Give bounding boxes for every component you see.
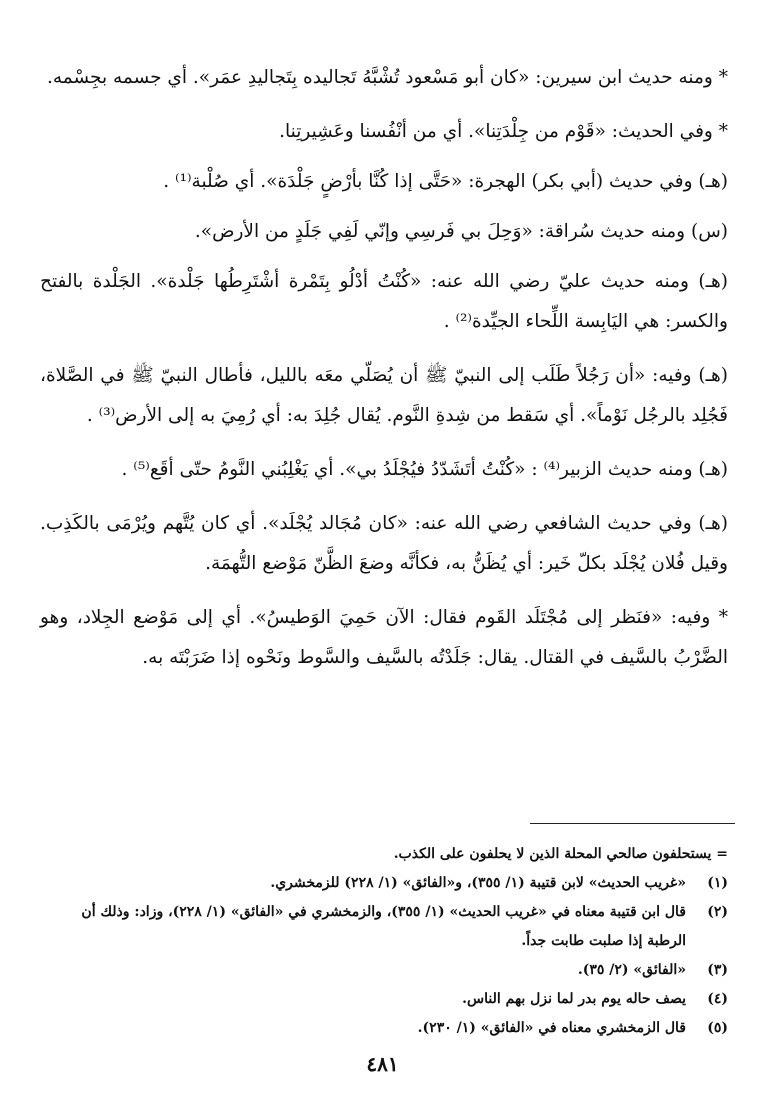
footnote (40, 956, 728, 985)
footnote-number: (٢) (707, 904, 728, 920)
paragraph-zubair: (هـ) ومنه حديث الزبير⁽⁴⁾ : «كُنْتُ أتَشَدّدُ فيُجْلَدُ بي». أي يَغْلِبُني النَّومُ حتّى أقَع⁽⁵⁾ . (121, 459, 728, 480)
paragraph-ibn-sirin: * ومنه حديث ابن سيرين: «كان أبو مَسْعود تُشْبَّهُ تَجاليده بِتَجاليدِ عمَر». أي جسمه بجِسْمه. (47, 67, 728, 88)
footnote-number: (١) (707, 875, 728, 891)
footnote-text: «الفائق» (٢/ ٣٥). (577, 962, 686, 978)
main-text (40, 58, 728, 692)
footnote-text: قال ابن قتيبة معناه في «غريب الحديث» (١/ ٣٥٥)، والزمخشري في «الفائق» (١/ ٢٢٨)، وزاد: وذلك أن الرطبة إذا صلبت طابت جداً. (81, 904, 686, 949)
footnote-number: (٥) (707, 1020, 728, 1036)
paragraph-prayer: (هـ) وفيه: «أن رَجُلاً طَلَب إلى النبيّ ﷺ أن يُصَلّي معَه بالليل، فأطال النبيّ ﷺ في الصَّلاة، فَجُلِد بالرجُل نَوْماً». أي سَقط من شِدةِ النَّوم. يُقال جُلِدَ به: أي رُمِيَ به إلى الأرض⁽³⁾ . (40, 365, 728, 426)
paragraph-mujtalad: * وفيه: «فنَظر إلى مُجْتَلَد القَوم فقال: الآن حَمِيَ الوَطيسُ». أي إلى مَوْضع الجِلاد، وهو الضَّرْبُ بالسَّيف في القتال. يقال: جَلَدْتُه بالسَّيف والسَّوط ونَحْوه إذا ضَرَبْتَه به. (40, 607, 728, 668)
footnote-text: قال الزمخشري معناه في «الفائق» (١/ ٢٣٠). (417, 1020, 686, 1036)
footnote-text: «غريب الحديث» لابن قتيبة (١/ ٣٥٥)، و«الفائق» (١/ ٢٢٨) للزمخشري. (270, 875, 686, 891)
footnote-number: (٣) (707, 962, 728, 978)
paragraph-qawm: * وفي الحديث: «قَوْم من جِلْدَتِنا». أي من أنْفُسنا وعَشِيرتِنا. (279, 121, 728, 142)
footnote-continuation: = يستحلفون صالحي المحلة الذين لا يحلفون على الكذب. (393, 846, 728, 862)
footnote (40, 1014, 728, 1043)
footnote-number: (٤) (707, 991, 728, 1007)
footnote (40, 985, 728, 1014)
paragraph-hijra: (هـ) وفي حديث (أبي بكر) الهجرة: «حَتَّى إذا كُنَّا بأرْضٍ جَلْدَة». أي صُلْبة⁽¹⁾ . (163, 171, 728, 192)
footnote-divider (530, 823, 735, 824)
footnote (40, 869, 728, 898)
paragraph-suraqa: (س) ومنه حديث سُراقة: «وَحِلَ بي فَرسِي وإنّي لَفِي جَلَدٍ من الأرض». (194, 221, 728, 242)
footnote-text: يصف حاله يوم بدر لما نزل بهم الناس. (462, 991, 686, 1007)
page-number: ٤٨١ (366, 1052, 399, 1076)
footnotes (40, 840, 728, 1043)
footnote (40, 898, 728, 956)
paragraph-ali: (هـ) ومنه حديث عليّ رضي الله عنه: «كُنْتُ أدْلُو بِتَمْرة أشْتَرِطُها جَلْدة». الجَلْدة بالفتح والكسر: هي اليَابِسة اللِّحاء الجيِّدة⁽²⁾ . (40, 271, 728, 332)
paragraph-shafii: (هـ) وفي حديث الشافعي رضي الله عنه: «كان مُجَالد يُجْلَد». أي كان يُتَّهم ويُرْمَى بالكَذِب. وقيل فُلان يُجْلَد بكلّ خَير: أي يُظَنُّ به، فكأنَّه وضعَ الظَّنّ مَوْضع التُّهمَة. (40, 513, 728, 574)
